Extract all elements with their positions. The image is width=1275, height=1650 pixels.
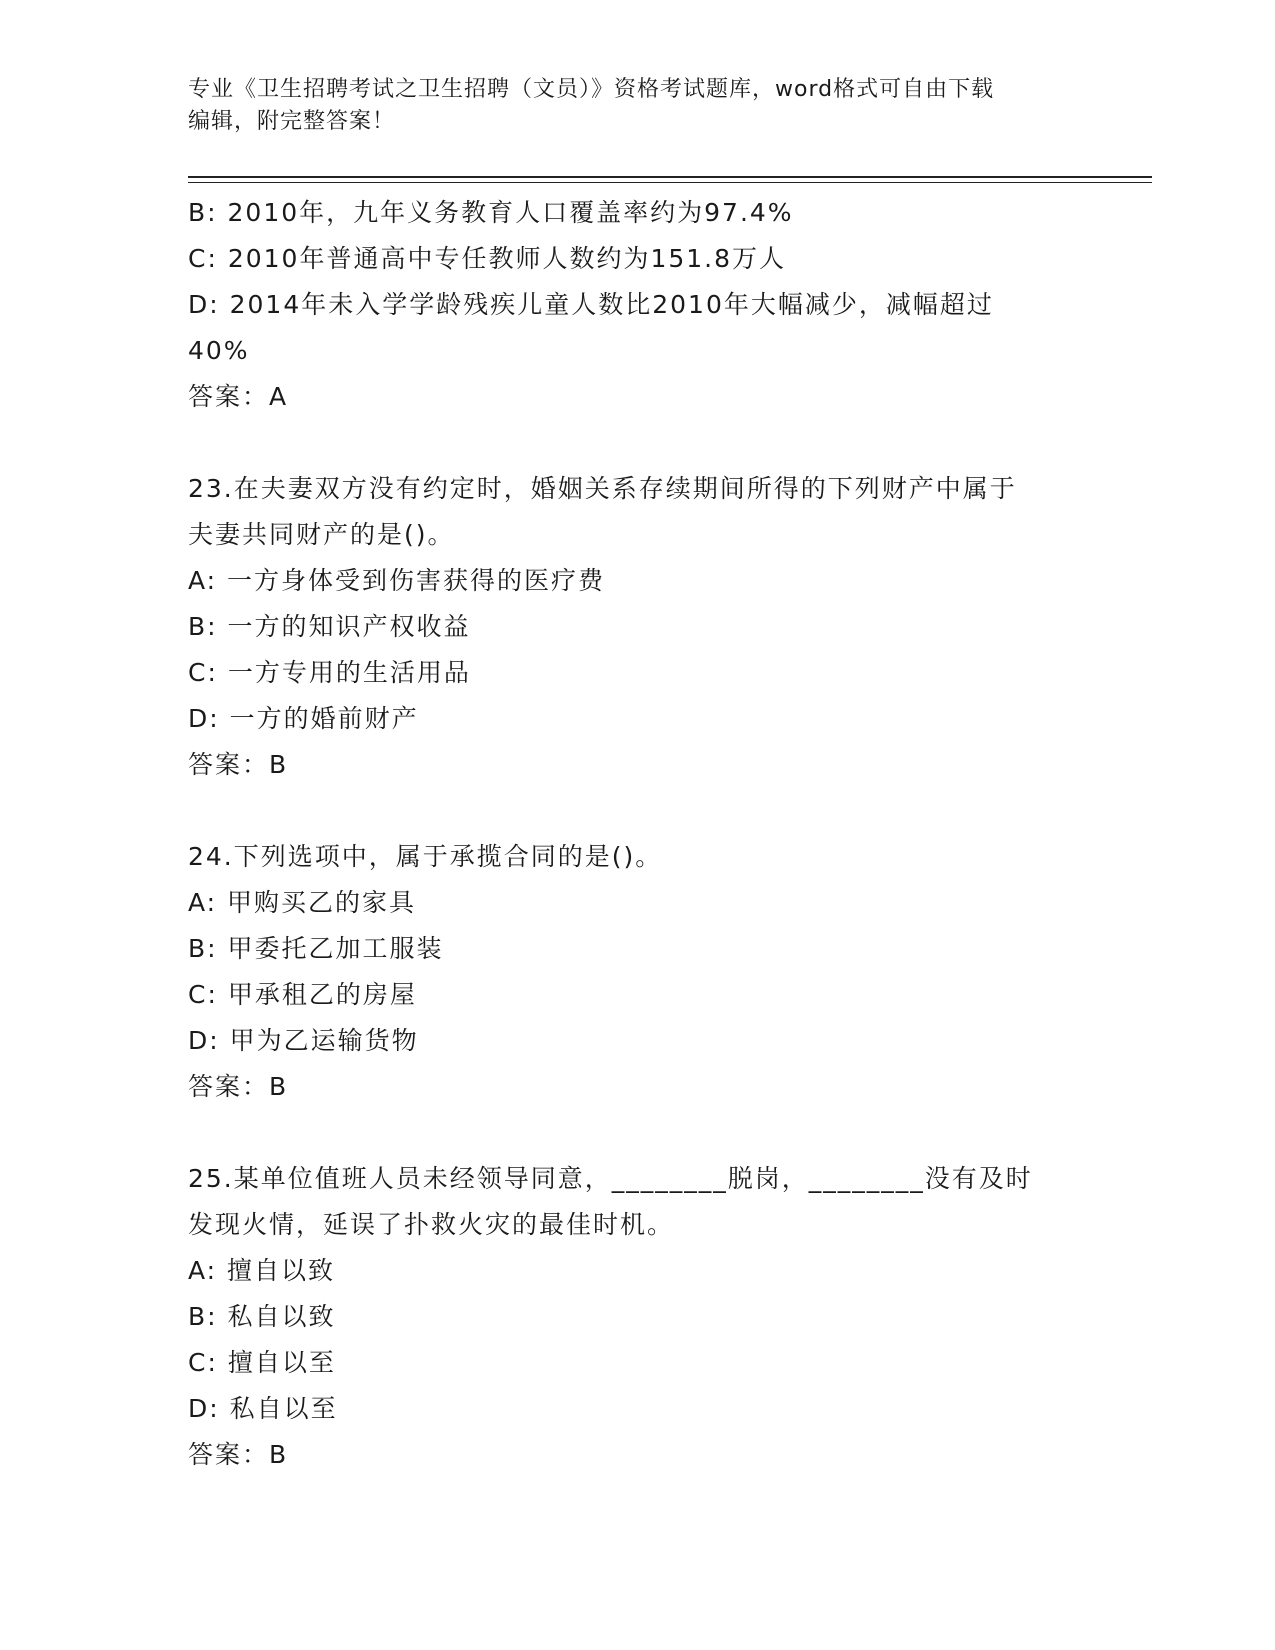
header-line-2: 编辑，附完整答案！ (188, 109, 396, 134)
option-c: C: 一方专用的生活用品 (188, 658, 471, 687)
question-stem: 25.某单位值班人员未经领导同意，________脱岗，________没有及时 (188, 1164, 1033, 1193)
question-stem: 23.在夫妻双方没有约定时，婚姻关系存续期间所得的下列财产中属于 (188, 474, 1017, 503)
question-content (188, 190, 1088, 1478)
option-a: A: 甲购买乙的家具 (188, 888, 417, 917)
question-25 (188, 1156, 1088, 1478)
answer-line: 答案：B (188, 1072, 289, 1101)
option-b: B: 私自以致 (188, 1302, 336, 1331)
option-a: A: 一方身体受到伤害获得的医疗费 (188, 566, 606, 595)
question-stem: 发现火情，延误了扑救火灾的最佳时机。 (188, 1210, 675, 1239)
previous-question-tail (188, 190, 1088, 420)
question-stem: 夫妻共同财产的是()。 (188, 520, 455, 549)
option-d: D: 私自以至 (188, 1394, 338, 1423)
option-line: C: 2010年普通高中专任教师人数约为151.8万人 (188, 244, 787, 273)
option-line: B: 2010年，九年义务教育人口覆盖率约为97.4% (188, 198, 794, 227)
question-24 (188, 834, 1088, 1110)
option-d: D: 一方的婚前财产 (188, 704, 419, 733)
option-b: B: 甲委托乙加工服装 (188, 934, 444, 963)
question-23 (188, 466, 1088, 788)
option-a: A: 擅自以致 (188, 1256, 336, 1285)
answer-line: 答案：A (188, 382, 289, 411)
header-rule-thick (188, 176, 1152, 178)
answer-line: 答案：B (188, 750, 289, 779)
header-rule-thin (188, 182, 1152, 183)
option-line: 40% (188, 336, 250, 365)
option-line: D: 2014年未入学学龄残疾儿童人数比2010年大幅减少，减幅超过 (188, 290, 994, 319)
option-b: B: 一方的知识产权收益 (188, 612, 471, 641)
answer-line: 答案：B (188, 1440, 289, 1469)
header-line-1: 专业《卫生招聘考试之卫生招聘（文员）》资格考试题库，word格式可自由下载 (188, 77, 995, 102)
question-stem: 24.下列选项中，属于承揽合同的是()。 (188, 842, 663, 871)
option-d: D: 甲为乙运输货物 (188, 1026, 419, 1055)
page-header (188, 74, 1088, 138)
option-c: C: 甲承租乙的房屋 (188, 980, 417, 1009)
option-c: C: 擅自以至 (188, 1348, 336, 1377)
